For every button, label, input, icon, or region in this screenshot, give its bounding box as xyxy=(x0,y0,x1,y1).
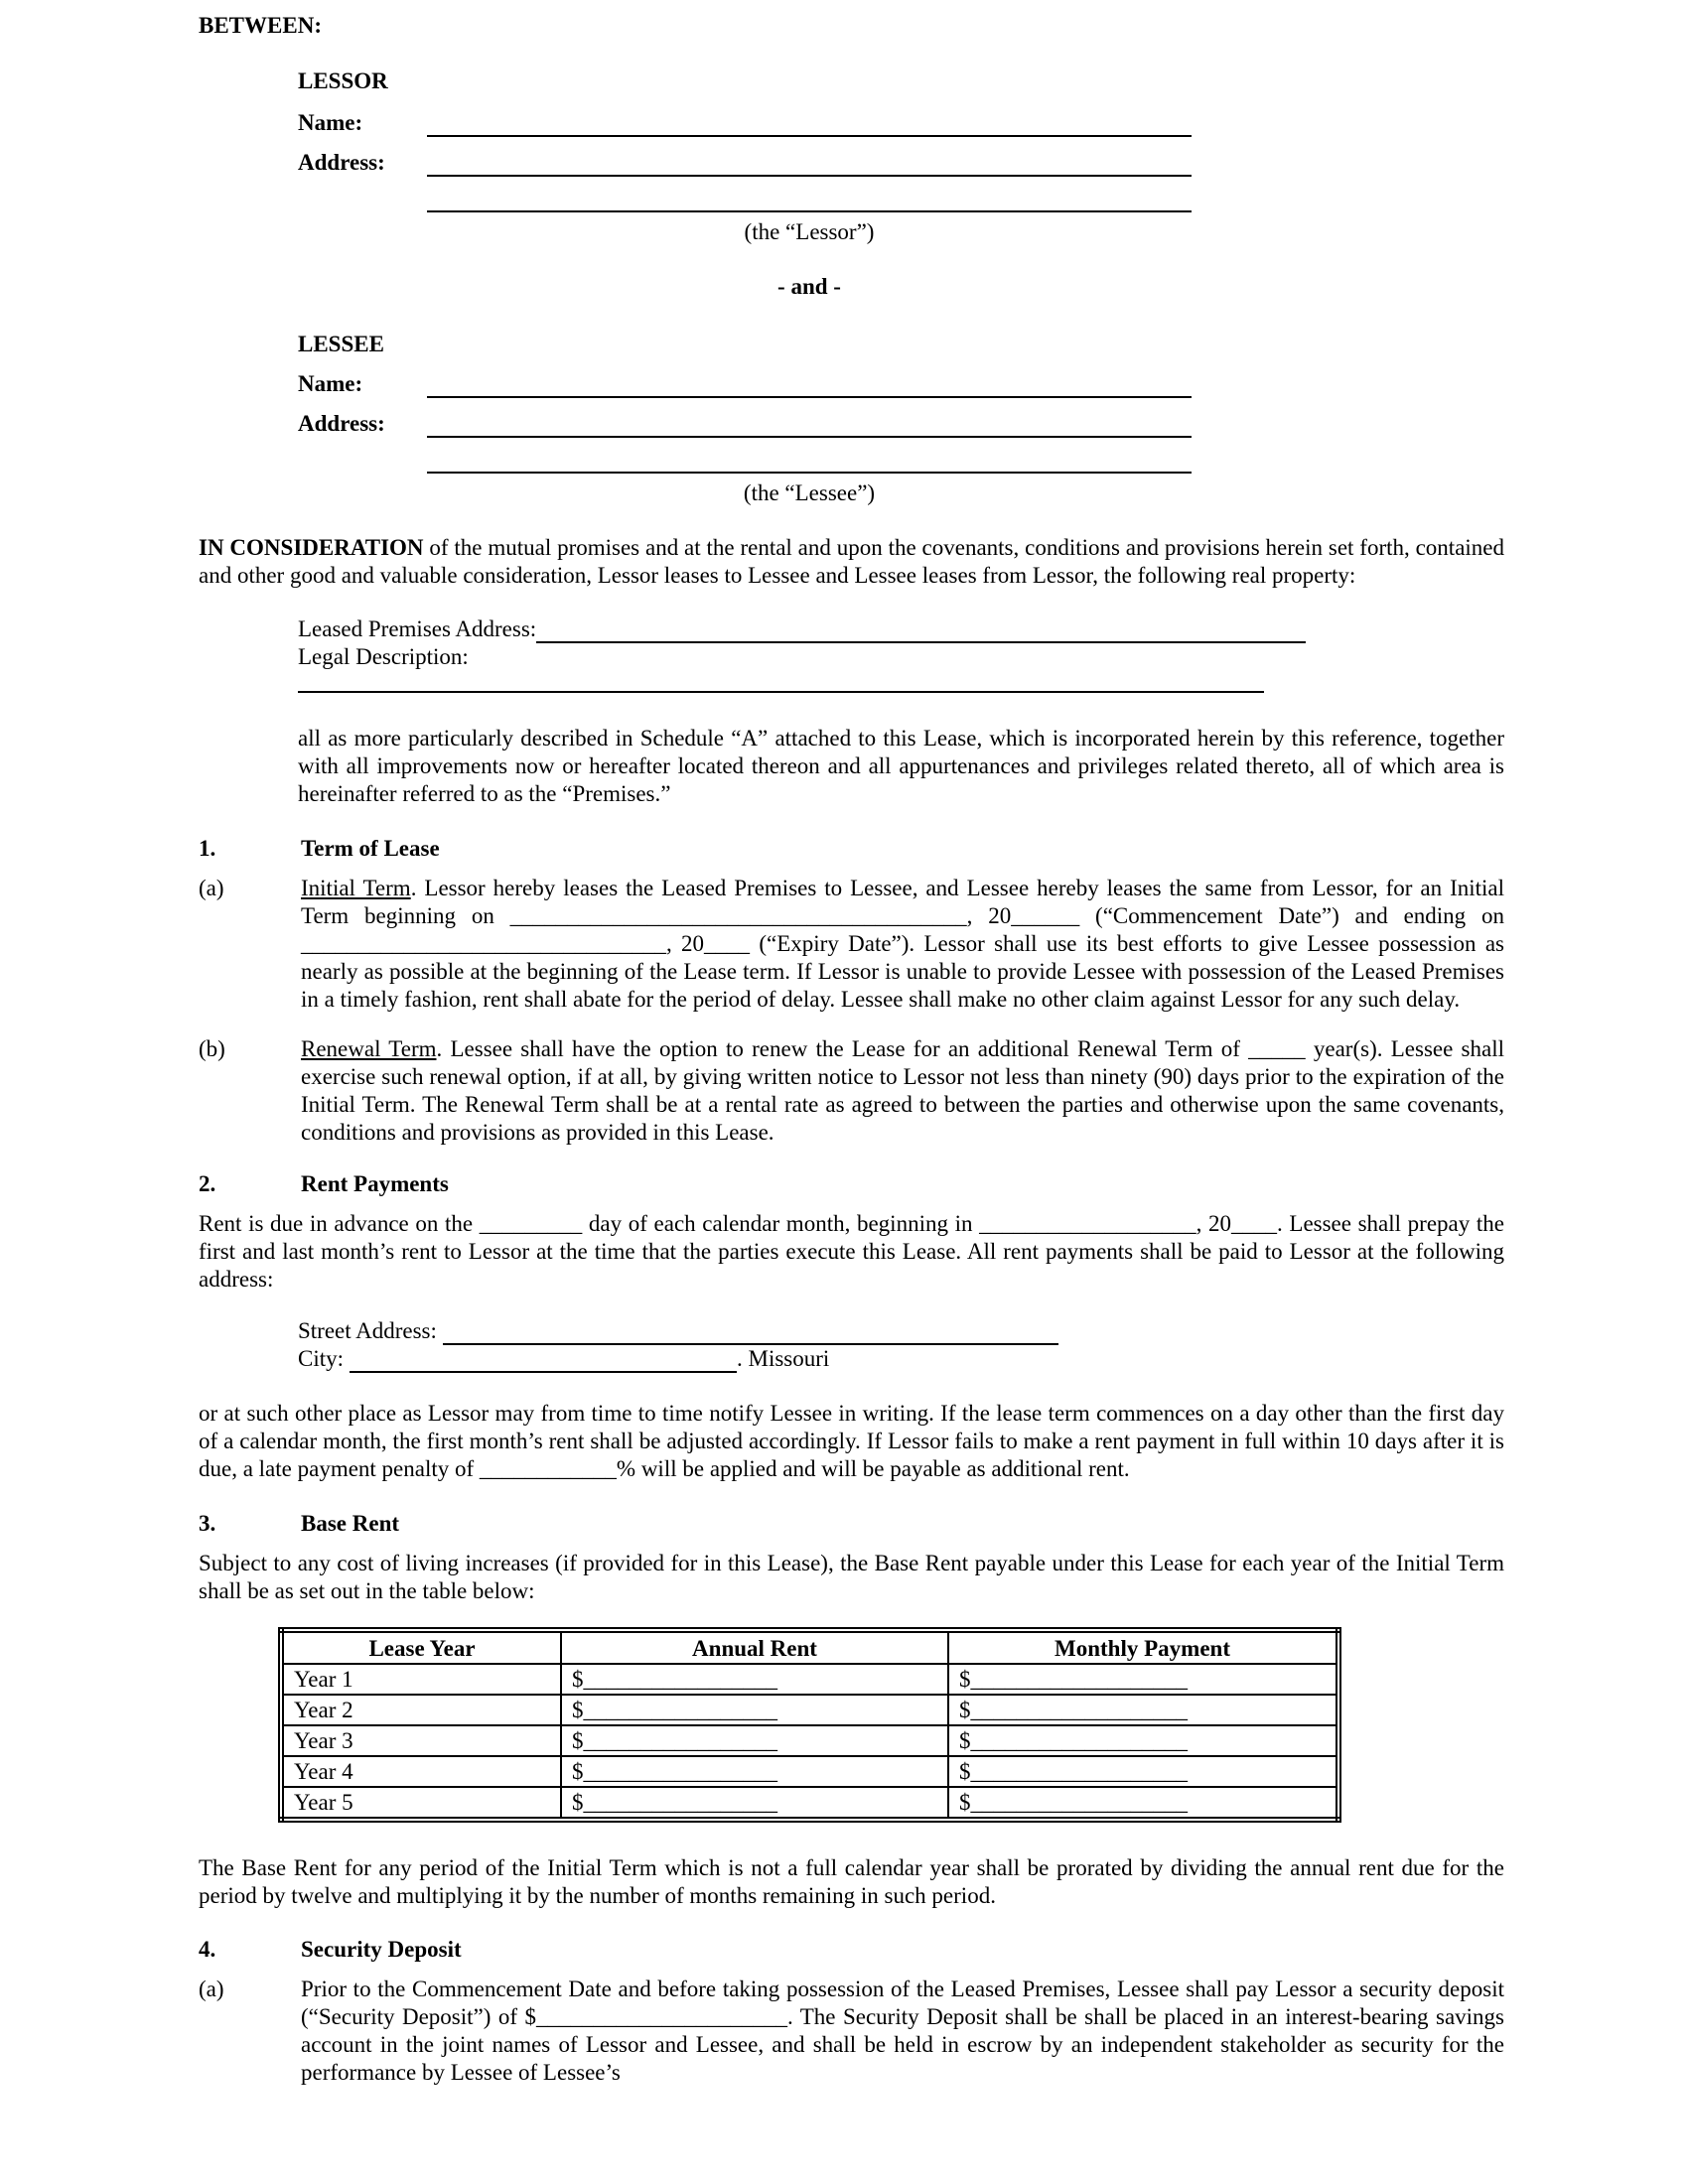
lessor-name-label: Name: xyxy=(298,110,363,135)
legal-description-label: Legal Description: xyxy=(298,644,469,669)
clause-1a-label: (a) xyxy=(199,876,224,900)
section-2-title: Rent Payments xyxy=(301,1171,449,1196)
consideration-body: of the mutual promises and at the rental and upon the covenants, conditions and provisions herein set forth, contained and other good and valuable consideration, Lessor leases to Lessee and Lessee leases from Lessor, the following real property: xyxy=(199,535,1505,588)
lease-year-cell: Year 1 xyxy=(281,1664,561,1695)
city-row xyxy=(298,1345,1504,1373)
legal-description-blank-line xyxy=(298,669,1264,693)
annual-rent-cell: $_________________ xyxy=(561,1664,948,1695)
section-2-heading xyxy=(199,1170,1504,1198)
lessee-heading: LESSEE xyxy=(298,332,384,356)
rent-outro-paragraph: or at such other place as Lessor may from time to time notify Lessee in writing. If the lease term commences on a day other than the first day of a calendar month, the first month’s rent shall be adjusted accordingly. If Lessor fails to make a rent payment in full within 10 days after it is due, a late payment penalty of ____________% will be applied and will be payable as additional rent. xyxy=(199,1401,1504,1481)
section-1-title: Term of Lease xyxy=(301,836,440,861)
lease-year-cell: Year 4 xyxy=(281,1756,561,1787)
city-label: City: xyxy=(298,1346,345,1371)
column-header-monthly-payment: Monthly Payment xyxy=(948,1630,1338,1664)
lessee-designation: (the “Lessee”) xyxy=(743,480,876,505)
street-address-row xyxy=(298,1317,1504,1345)
monthly-payment-cell: $___________________ xyxy=(948,1787,1338,1820)
lessor-heading: LESSOR xyxy=(298,68,388,93)
base-rent-intro-paragraph: Subject to any cost of living increases (if provided for in this Lease), the Base Rent payable under this Lease for each year of the Initial Term shall be as set out in the table below: xyxy=(199,1551,1504,1603)
street-address-label: Street Address: xyxy=(298,1318,437,1343)
column-header-annual-rent: Annual Rent xyxy=(561,1630,948,1664)
lessor-name-row xyxy=(298,109,1504,137)
lessor-address-blank-line xyxy=(427,153,1192,177)
clause-1b-label: (b) xyxy=(199,1036,225,1061)
consideration-lead: IN CONSIDERATION xyxy=(199,535,424,560)
lessee-address2-blank-line xyxy=(427,450,1192,474)
annual-rent-cell: $_________________ xyxy=(561,1695,948,1725)
lessee-name-row xyxy=(298,370,1504,398)
table-row xyxy=(281,1695,1338,1725)
table-row xyxy=(281,1756,1338,1787)
table-row xyxy=(281,1725,1338,1756)
clause-4a-body: Prior to the Commencement Date and before taking possession of the Leased Premises, Lessee shall pay Lessor a security deposit (“Security Deposit”) of $______________________. The Security Deposit shall be shall be placed in an interest-bearing savings account in the joint names of Lessor and Lessee, and shall be held in escrow by an independent stakeholder as security for the performance by Lessee of Lessee’s xyxy=(301,1977,1504,2085)
column-header-lease-year: Lease Year xyxy=(281,1630,561,1664)
lessee-address2-row xyxy=(298,446,1504,474)
lease-year-cell: Year 5 xyxy=(281,1787,561,1820)
section-4-heading xyxy=(199,1936,1504,1964)
clause-1a-body: . Lessor hereby leases the Leased Premises to Lessee, and Lessee hereby leases the same from Lessor, for an Initial Term beginning on ________________________________________, 20______ (“Commencement Date”) and ending on ________________________________, 20____ (“Expiry Date”). Lessor shall use its best efforts to give Lessee possession as nearly as possible at the beginning of the Lease term. If Lessor is unable to provide Lessee with possession of the Leased Premises in a timely fashion, rent shall abate for the period of delay. Lessee shall make no other claim against Lessor for any such delay. xyxy=(301,876,1505,1012)
lease-year-cell: Year 3 xyxy=(281,1725,561,1756)
clause-1a-lead: Initial Term xyxy=(301,876,411,900)
section-4-title: Security Deposit xyxy=(301,1937,462,1962)
clause-4a xyxy=(199,1976,1504,2087)
base-rent-table xyxy=(278,1627,1341,1823)
lease-year-cell: Year 2 xyxy=(281,1695,561,1725)
monthly-payment-cell: $___________________ xyxy=(948,1756,1338,1787)
clause-1b-lead: Renewal Term xyxy=(301,1036,437,1061)
leased-premises-address-blank-line xyxy=(536,619,1306,643)
legal-description-blank-row xyxy=(298,671,1504,693)
lessor-address-row xyxy=(298,149,1504,177)
clause-1b xyxy=(199,1035,1504,1147)
premises-description-paragraph: all as more particularly described in Schedule “A” attached to this Lease, which is incorporated herein by this reference, together with all improvements now or hereafter located thereon and all appurtenances and privileges related thereto, all of which area is hereinafter referred to as the “Premises.” xyxy=(298,726,1504,806)
annual-rent-cell: $_________________ xyxy=(561,1725,948,1756)
clause-4a-label: (a) xyxy=(199,1977,224,2001)
base-rent-prorate-paragraph: The Base Rent for any period of the Initial Term which is not a full calendar year shall be prorated by dividing the annual rent due for the period by twelve and multiplying it by the number of months remaining in such period. xyxy=(199,1855,1504,1908)
leased-premises-address-label: Leased Premises Address: xyxy=(298,616,537,641)
monthly-payment-cell: $___________________ xyxy=(948,1725,1338,1756)
section-1-number: 1. xyxy=(199,836,216,861)
monthly-payment-cell: $___________________ xyxy=(948,1664,1338,1695)
base-rent-table-header-row xyxy=(281,1630,1338,1664)
lessor-address-label: Address: xyxy=(298,150,385,175)
clause-1b-body: . Lessee shall have the option to renew the Lease for an additional Renewal Term of _____ year(s). Lessee shall exercise such renewal option, if at all, by giving written notice to Lessor not less than ninety (90) days prior to the expiration of the Initial Term. The Renewal Term shall be at a rental rate as agreed to between the parties and otherwise upon the same covenants, conditions and provisions as provided in this Lease. xyxy=(301,1036,1504,1145)
rent-intro-paragraph: Rent is due in advance on the _________ day of each calendar month, beginning in ___________________, 20____. Lessee shall prepay the first and last month’s rent to Lessor at the time that the parties execute this Lease. All rent payments shall be paid to Lessor at the following address: xyxy=(199,1211,1504,1292)
leased-premises-address-row xyxy=(298,615,1504,643)
street-address-blank-line xyxy=(443,1321,1058,1345)
annual-rent-cell: $_________________ xyxy=(561,1756,948,1787)
legal-description-row xyxy=(298,643,1504,671)
lessee-address-row xyxy=(298,410,1504,438)
table-row xyxy=(281,1664,1338,1695)
section-4-number: 4. xyxy=(199,1937,216,1962)
lessor-address2-row xyxy=(298,185,1504,212)
lessor-address2-blank-line xyxy=(427,189,1192,212)
section-3-heading xyxy=(199,1510,1504,1538)
between-label: BETWEEN: xyxy=(199,13,322,38)
lessee-address-blank-line xyxy=(427,414,1192,438)
city-blank-line xyxy=(350,1349,737,1373)
monthly-payment-cell: $___________________ xyxy=(948,1695,1338,1725)
and-separator: - and - xyxy=(777,274,841,299)
table-row xyxy=(281,1787,1338,1820)
section-3-title: Base Rent xyxy=(301,1511,400,1536)
lessee-address-label: Address: xyxy=(298,411,385,436)
clause-1a xyxy=(199,875,1504,1014)
section-1-heading xyxy=(199,835,1504,863)
lessor-name-blank-line xyxy=(427,113,1192,137)
lessor-designation: (the “Lessor”) xyxy=(744,219,875,244)
annual-rent-cell: $_________________ xyxy=(561,1787,948,1820)
lessee-name-label: Name: xyxy=(298,371,363,396)
section-2-number: 2. xyxy=(199,1171,216,1196)
consideration-paragraph xyxy=(199,534,1504,590)
lessee-name-blank-line xyxy=(427,374,1192,398)
state-suffix: . Missouri xyxy=(737,1346,830,1371)
section-3-number: 3. xyxy=(199,1511,216,1536)
